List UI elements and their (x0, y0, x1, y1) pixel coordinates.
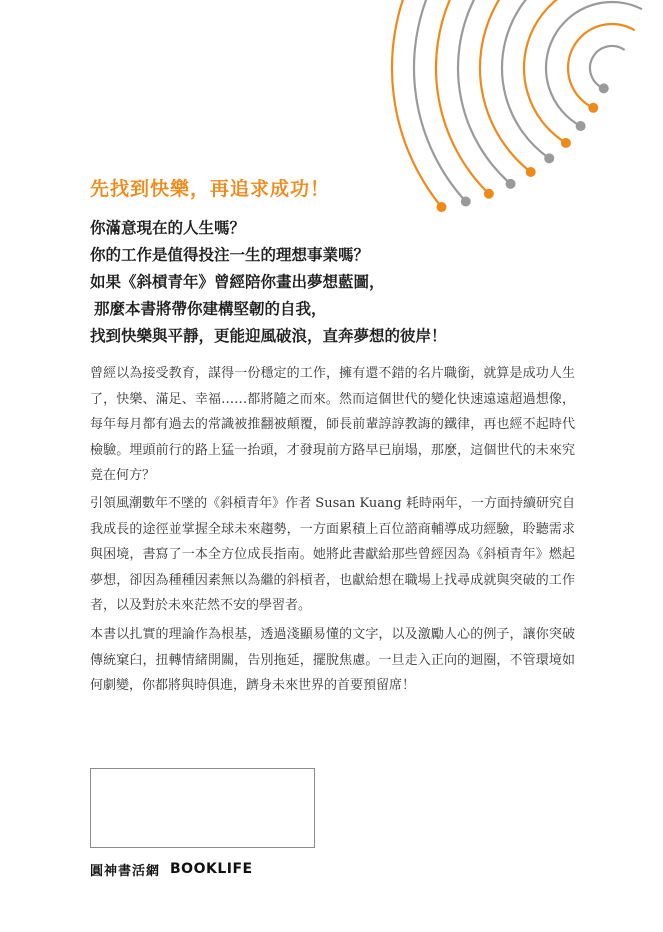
arc-end-dot (599, 83, 609, 93)
question-line: 你滿意現在的人生嗎？ (90, 218, 246, 237)
arc-end-dot (437, 202, 447, 212)
arc-end-dot (484, 189, 494, 199)
arc-end-dot (576, 121, 586, 131)
headline: 先找到快樂，再追求成功！ (90, 178, 331, 200)
publisher-name-en: BOOKLIFE (170, 861, 253, 877)
arc-end-dot (561, 138, 571, 148)
question-list (90, 214, 570, 349)
question-line: 如果《斜槓青年》曾經陪你畫出夢想藍圖， (90, 272, 385, 291)
decorative-arc (590, 46, 625, 88)
body-paragraph: 本書以扎實的理論作為根基，透過淺顯易懂的文字，以及激勵人心的例子，讓你突破傳統窠臼，扭轉情緒開關，告別拖延，擺脫焦慮。一旦走入正向的迴圈，不管環境如何劇變，你都將與時俱進，躋身未來世界的首要預留席！ (90, 627, 575, 693)
decorative-arc (436, 0, 633, 194)
arc-end-dot (526, 167, 536, 177)
arc-end-dot (461, 197, 471, 207)
barcode-placeholder (90, 768, 315, 848)
publisher-logo (90, 858, 253, 880)
decorative-arc (568, 24, 635, 108)
arc-end-dot (506, 179, 516, 189)
decorative-arc (524, 0, 646, 143)
question-line: 那麼本書將帶你建構堅韌的自我， (94, 299, 327, 318)
question-line: 你的工作是值得投注一生的理想事業嗎？ (90, 245, 370, 264)
question-line: 找到快樂與平靜，更能迎風破浪，直奔夢想的彼岸！ (90, 326, 447, 345)
arc-end-dot (588, 103, 598, 113)
body-paragraph: 引領風潮數年不墜的《斜槓青年》作者 Susan Kuang 耗時兩年，一方面持續研究自我成長的途徑並掌握全球未來趨勢，一方面累積上百位諮商輔導成功經驗，聆聽需求與困境，書寫了一本全方位成長指南。她將此書獻給那些曾經因為《斜槓青年》燃起夢想，卻因為種種因素無以為繼的斜槓者，也獻給想在職場上找尋成就與突破的工作者，以及對於未來茫然不安的學習者。 (90, 496, 575, 613)
body-paragraph: 曾經以為接受教育，謀得一份穩定的工作，擁有還不錯的名片職銜，就算是成功人生了，快樂、滿足、幸福……都將隨之而來。然而這個世代的變化快速遠遠超過想像，每年每月都有過去的常識被推翻被顛覆，師長前輩諄諄教誨的鐵律，再也經不起時代檢驗。埋頭前行的路上猛一抬頭，才發現前方路早已崩塌，那麼，這個世代的未來究竟在何方？ (90, 366, 575, 483)
publisher-name-cn: 圓神書活網 (90, 863, 161, 879)
arc-end-dot (544, 153, 554, 163)
decorative-arc (392, 0, 608, 207)
